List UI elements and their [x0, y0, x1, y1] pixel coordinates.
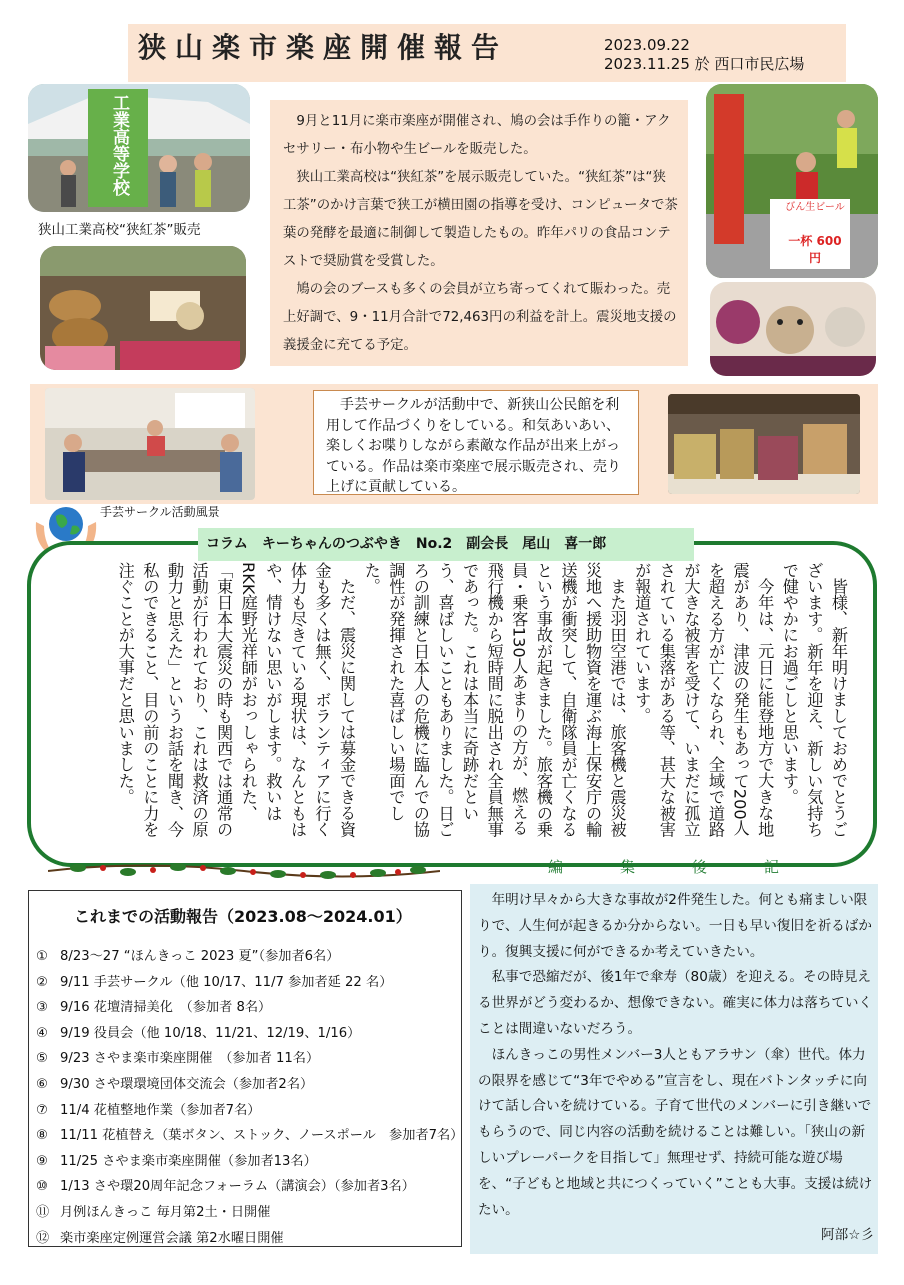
photo-knit-animals — [710, 282, 876, 376]
item-number: ⑨ — [36, 1153, 48, 1169]
item-number: ③ — [36, 1000, 48, 1016]
item-text: 9/30 さや環環境団体交流会（参加者2名） — [60, 1076, 314, 1092]
photo-craft-circle — [45, 388, 255, 500]
item-text: 1/13 さや環20周年記念フォーラム（講演会）（参加者3名） — [60, 1179, 415, 1195]
column-paragraph: 今年は、元日に能登地方で大きな地震があり、津波の発生もあって200人を超える方が亡くなられ、全域で道路が大きな被害を受けて、いまだに孤立されている集落がある等、甚大な被害が報道されています。 — [632, 562, 775, 838]
photo-hato-booth — [40, 246, 246, 370]
list-item — [36, 1174, 456, 1200]
item-number: ⑦ — [36, 1102, 48, 1118]
caption-school-tea: 狭山工業高校“狭紅茶”販売 — [38, 222, 201, 238]
photo-school-tea-booth — [28, 84, 250, 212]
activity-list — [36, 944, 464, 1251]
article-text — [283, 108, 679, 360]
date-line-2: 2023.11.25 於 西口市民広場 — [604, 55, 805, 73]
list-item — [36, 1046, 456, 1072]
list-item — [36, 1072, 456, 1098]
article-paragraph: 狭山工業高校は“狭紅茶”を展示販売していた。“狭紅茶”は“狭工茶”のかけ言葉で狭工が横田園の指導を受け、コンピュータで茶葉の発酵を最適に制御して製造したもの。昨年パリの食品コンテストで奨励賞を受賞した。 — [283, 170, 678, 269]
photo-baskets — [668, 394, 860, 494]
list-item — [36, 1226, 456, 1252]
item-number: ⑩ — [36, 1179, 48, 1195]
caption-craft-circle: 手芸サークル活動風景 — [100, 505, 220, 519]
list-item — [36, 1098, 456, 1124]
date-line-1: 2023.09.22 — [604, 36, 690, 54]
item-number: ① — [36, 949, 48, 964]
page-title: 狭山楽市楽座開催報告 — [138, 31, 509, 64]
editorial-paragraph: 年明け早々から大きな事故が2件発生した。何とも痛ましい限りで、人生何が起きるか分からない。一日も早い復旧を祈るばかり。復興支援に何ができるか考えていきたい。 — [478, 892, 872, 960]
item-number: ⑪ — [36, 1204, 50, 1220]
column-body — [62, 562, 850, 844]
item-text: 楽市楽座定例運営会議 第2水曜日開催 — [60, 1230, 284, 1246]
craft-text — [326, 395, 632, 498]
list-item — [36, 970, 456, 996]
item-text: 8/23～27 “ほんきっこ 2023 夏”（参加者6名） — [60, 949, 340, 964]
item-number: ⑥ — [36, 1076, 48, 1092]
beer-sign-top: びん生ビール — [785, 202, 845, 213]
school-banner-text: 工業高等学校 — [109, 94, 129, 196]
item-text: 9/16 花壇清掃美化 （参加者 8名） — [60, 1000, 272, 1016]
item-number: ⑫ — [36, 1230, 50, 1246]
article-paragraph: 9月と11月に楽市楽座が開催され、鳩の会は手作りの籠・アクセサリー・布小物や生ビールを販売した。 — [283, 114, 671, 157]
event-dates — [604, 36, 804, 74]
list-item — [36, 1200, 456, 1226]
holly-garland-divider — [48, 858, 440, 884]
item-number: ⑧ — [36, 1128, 48, 1144]
craft-paragraph: 手芸サークルが活動中で、新狭山公民館を利用して作品づくりをしている。和気あいあい、楽しくお喋りしながら素敵な作品が出来上がっている。作品は楽市楽座で展示販売され、売り上げに貢献している。 — [326, 397, 621, 495]
article-paragraph: 鳩の会のブースも多くの会員が立ち寄ってくれて賑わった。売上好調で、9・11月合計で72,463円の利益を計上。震災地支援の義援金に充てる予定。 — [283, 282, 677, 353]
list-item — [36, 944, 456, 970]
item-text: 9/23 さやま楽市楽座開催 （参加者 11名） — [60, 1051, 320, 1067]
item-text: 9/11 手芸サークル（他 10/17、11/7 参加者延 22 名） — [60, 974, 393, 990]
list-item — [36, 1123, 464, 1149]
editorial-text — [478, 888, 874, 1249]
editorial-heading: 編集後記 — [548, 858, 837, 876]
beer-sign-price: 一杯 600円 — [788, 234, 842, 265]
item-number: ⑤ — [36, 1051, 48, 1067]
editorial-paragraph: ほんきっこの男性メンバー3人ともアラサン（傘）世代。体力の限界を感じて“3年でやめる”宣言をし、現在バトンタッチに向けて話し合いを続けている。子育て世代のメンバーに引き継いでもらうので、同じ内容の活動を続けることは難しい。「狭山の新しいプレーパークを目指して」無理せず、持続可能な遊び場を、“子どもと地域と共につくっていく”ことも大事。支援は続けたい。 — [478, 1046, 873, 1218]
editorial-paragraph: 私事で恐縮だが、後1年で傘寿（80歳）を迎える。その時見える世界がどう変わるか、想像できない。確実に体力は落ちていくことは間違いないだろう。 — [478, 969, 873, 1037]
activity-report-title: これまでの活動報告（2023.08～2024.01） — [74, 907, 412, 926]
item-text: 9/19 役員会（他 10/18、11/21、12/19、1/16） — [60, 1025, 361, 1041]
list-item — [36, 1021, 456, 1047]
list-item — [36, 1149, 456, 1175]
column-heading: コラム キーちゃんのつぶやき No.2 副会長 尾山 喜一郎 — [206, 536, 607, 552]
list-item — [36, 995, 456, 1021]
photo-beer-booth — [706, 84, 878, 278]
editorial-author: 阿部☆彡 — [821, 1227, 874, 1244]
column-paragraph: また羽田空港では、旅客機と震災被災地へ援助物資を運ぶ海上保安庁の輸送機が衝突して、自衛隊員が亡くなるという事故が起きました。旅客機の乗員・乗客130人あまりの方が、燃える飛行機から短時間に脱出され全員無事であった。これは本当に奇跡だという、喜ばしいこともありました。日ごろの訓練と日本人の危機に臨んでの協調性が発揮された喜ばしい場面でした。 — [361, 562, 627, 838]
item-text: 11/11 花植替え（葉ボタン、ストック、ノースポール 参加者7名） — [60, 1128, 464, 1144]
item-number: ② — [36, 974, 48, 990]
item-text: 月例ほんきっこ 毎月第2土・日開催 — [60, 1204, 271, 1220]
column-paragraph: ただ、震災に関しては募金できる資金も多くは無く、ボランティアに行く体力も尽きている現状は、なんともはや、情けない思いがします。救いはRKK庭野光祥師がおっしゃられた、「東日本大震災の時も関西では通常の活動が行われており、これは救済の原動力と思えた」というお話を聞き、今私のできること、目の前のことに力を注ぐことが大事だと思いました。 — [115, 562, 357, 838]
item-number: ④ — [36, 1025, 48, 1041]
column-paragraph: 皆様、新年明けましておめでとうございます。新年を迎え、新しい気持ちで健やかにお過ごしと思います。 — [779, 562, 848, 838]
item-text: 11/25 さやま楽市楽座開催（参加者13名） — [60, 1153, 317, 1169]
item-text: 11/4 花植整地作業（参加者7名） — [60, 1102, 261, 1118]
